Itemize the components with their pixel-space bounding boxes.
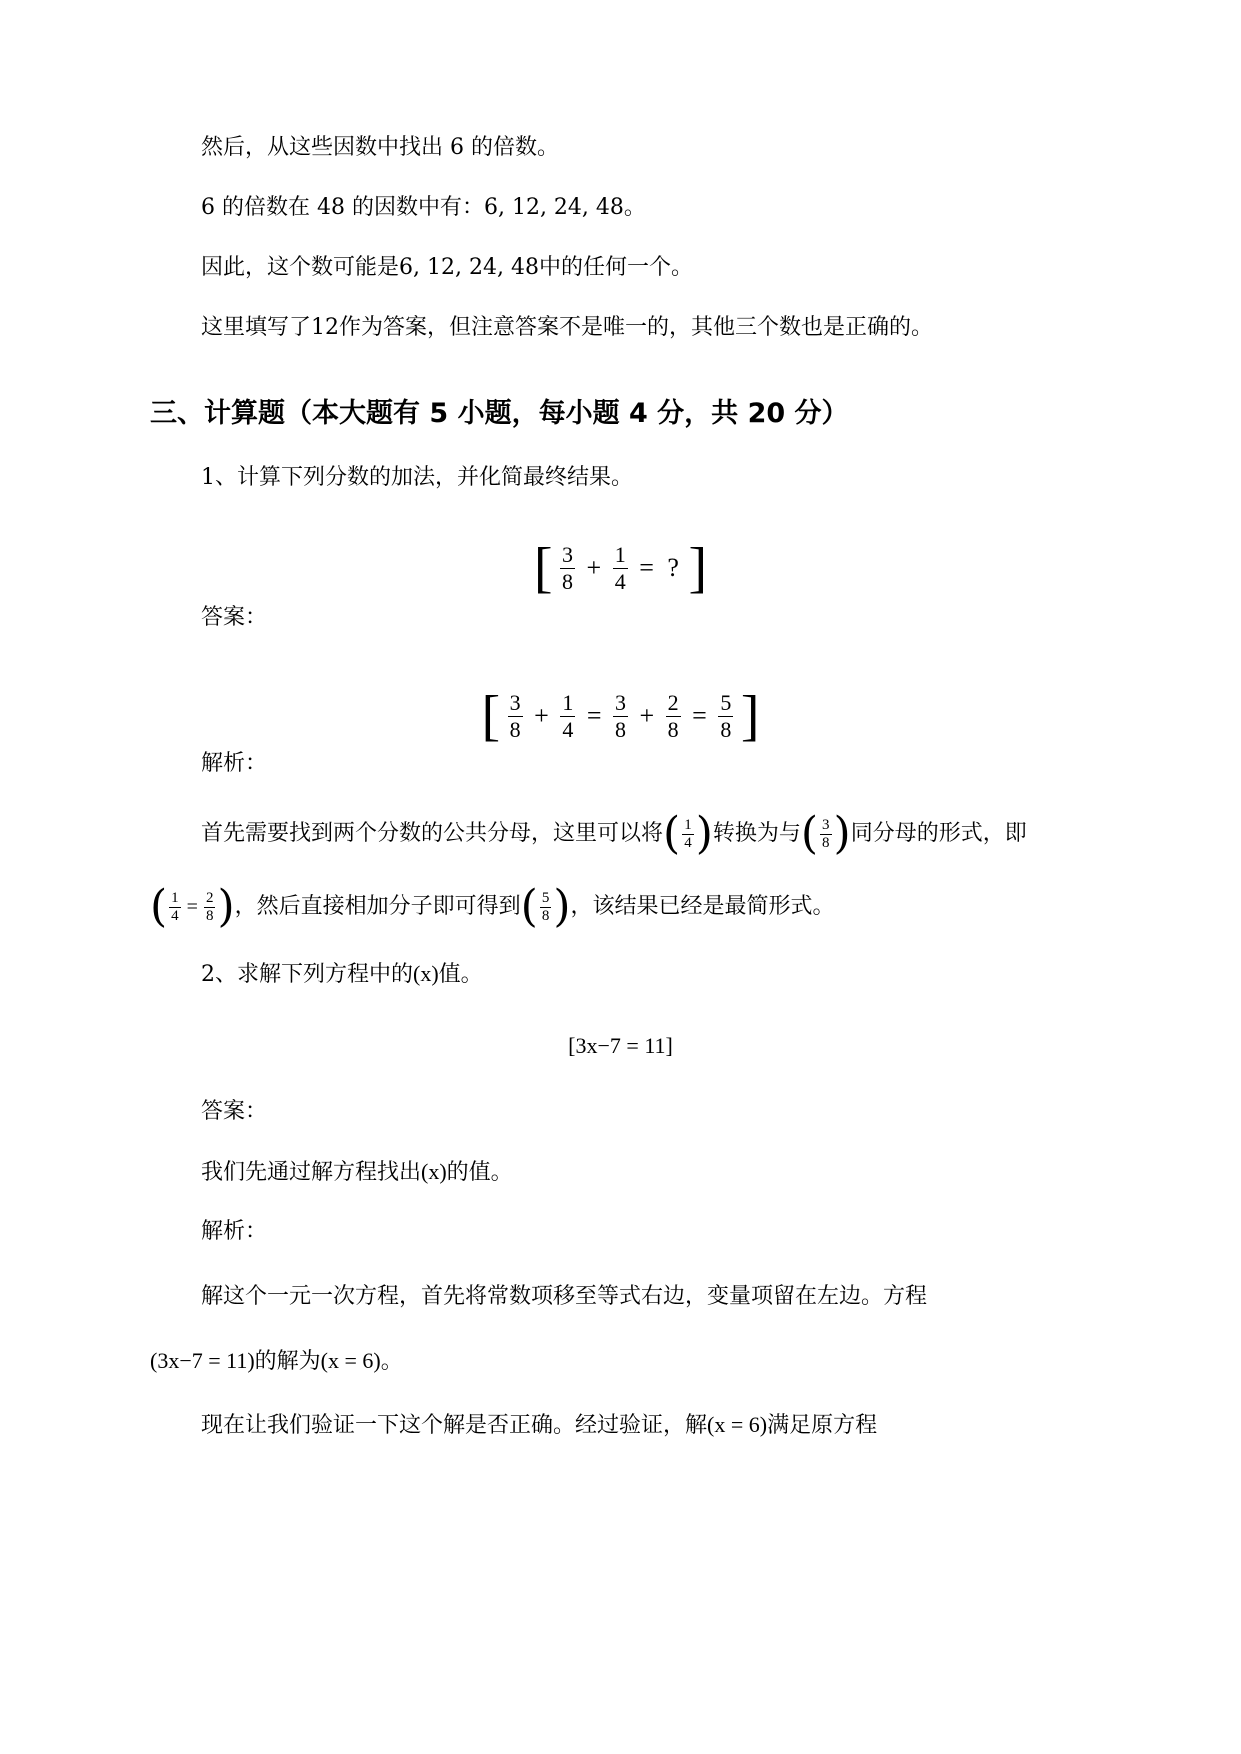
section-title: 三、计算题（本大题有 5 小题，每小题 4 分，共 20 分）: [150, 398, 849, 429]
analysis-line: 首先需要找到两个分数的公共分母，这里可以将( $\frac{1}{4}$ )转换为与( $\frac{3}{8}$ )同分母的形式，即: [201, 808, 1027, 859]
analysis-line: (3x−7 = 11)的解为(x = 6)。: [150, 1348, 403, 1374]
paragraph: 因此，这个数可能是6, 12, 24, 48中的任何一个。: [201, 255, 693, 280]
analysis-label: 解析：: [201, 1219, 268, 1244]
question-1-answer-expression: [ $\frac{3}{8}$ + $\frac{1}{4}$ = $\frac{3}{8}$ + $\frac{2}{8}$ = $\frac{5}{8}$ ]: [481, 685, 760, 747]
answer-text: 我们先通过解方程找出(x)的值。: [201, 1159, 513, 1185]
paragraph: 然后，从这些因数中找出 6 的倍数。: [201, 135, 559, 160]
paragraph: 这里填写了12作为答案，但注意答案不是唯一的，其他三个数也是正确的。: [201, 315, 933, 340]
fraction: $\frac{1}{4}$: [614, 541, 626, 594]
question-2-equation: [3x−7 = 11]: [568, 1033, 673, 1058]
verification-line: 现在让我们验证一下这个解是否正确。经过验证，解(x = 6)满足原方程: [201, 1412, 878, 1438]
fraction: $\frac{3}{8}$: [562, 541, 574, 594]
fraction: $\frac{1}{4}$: [562, 689, 574, 742]
fraction: $\frac{5}{8}$: [720, 689, 732, 742]
fraction: $\frac{3}{8}$: [509, 689, 521, 742]
fraction: $\frac{1}{4}$: [684, 816, 692, 851]
answer-label: 答案：: [201, 1099, 268, 1124]
answer-label: 答案：: [201, 605, 268, 630]
analysis-line: 解这个一元一次方程，首先将常数项移至等式右边，变量项留在左边。方程: [201, 1284, 928, 1309]
paragraph: 6 的倍数在 48 的因数中有：6, 12, 24, 48。: [201, 195, 646, 220]
fraction: $\frac{2}{8}$: [667, 689, 679, 742]
fraction: $\frac{1}{4}$: [171, 889, 179, 924]
fraction: $\frac{5}{8}$: [541, 889, 550, 924]
analysis-line: ( $\frac{1}{4}$ = $\frac{2}{8}$ )，然后直接相加分子即可得到( $\frac{5}{8}$ )，该结果已经是最简形式。: [150, 881, 835, 932]
question-1-expression: [ $\frac{3}{8}$ + $\frac{1}{4}$ = ? ]: [533, 537, 708, 599]
question-1-prompt: 1、计算下列分数的加法，并化简最终结果。: [201, 465, 633, 490]
fraction: $\frac{3}{8}$: [822, 816, 830, 851]
analysis-label: 解析：: [201, 751, 268, 776]
fraction: $\frac{3}{8}$: [615, 689, 626, 742]
fraction: $\frac{2}{8}$: [205, 889, 214, 924]
question-2-prompt: 2、求解下列方程中的(x)值。: [201, 961, 483, 987]
